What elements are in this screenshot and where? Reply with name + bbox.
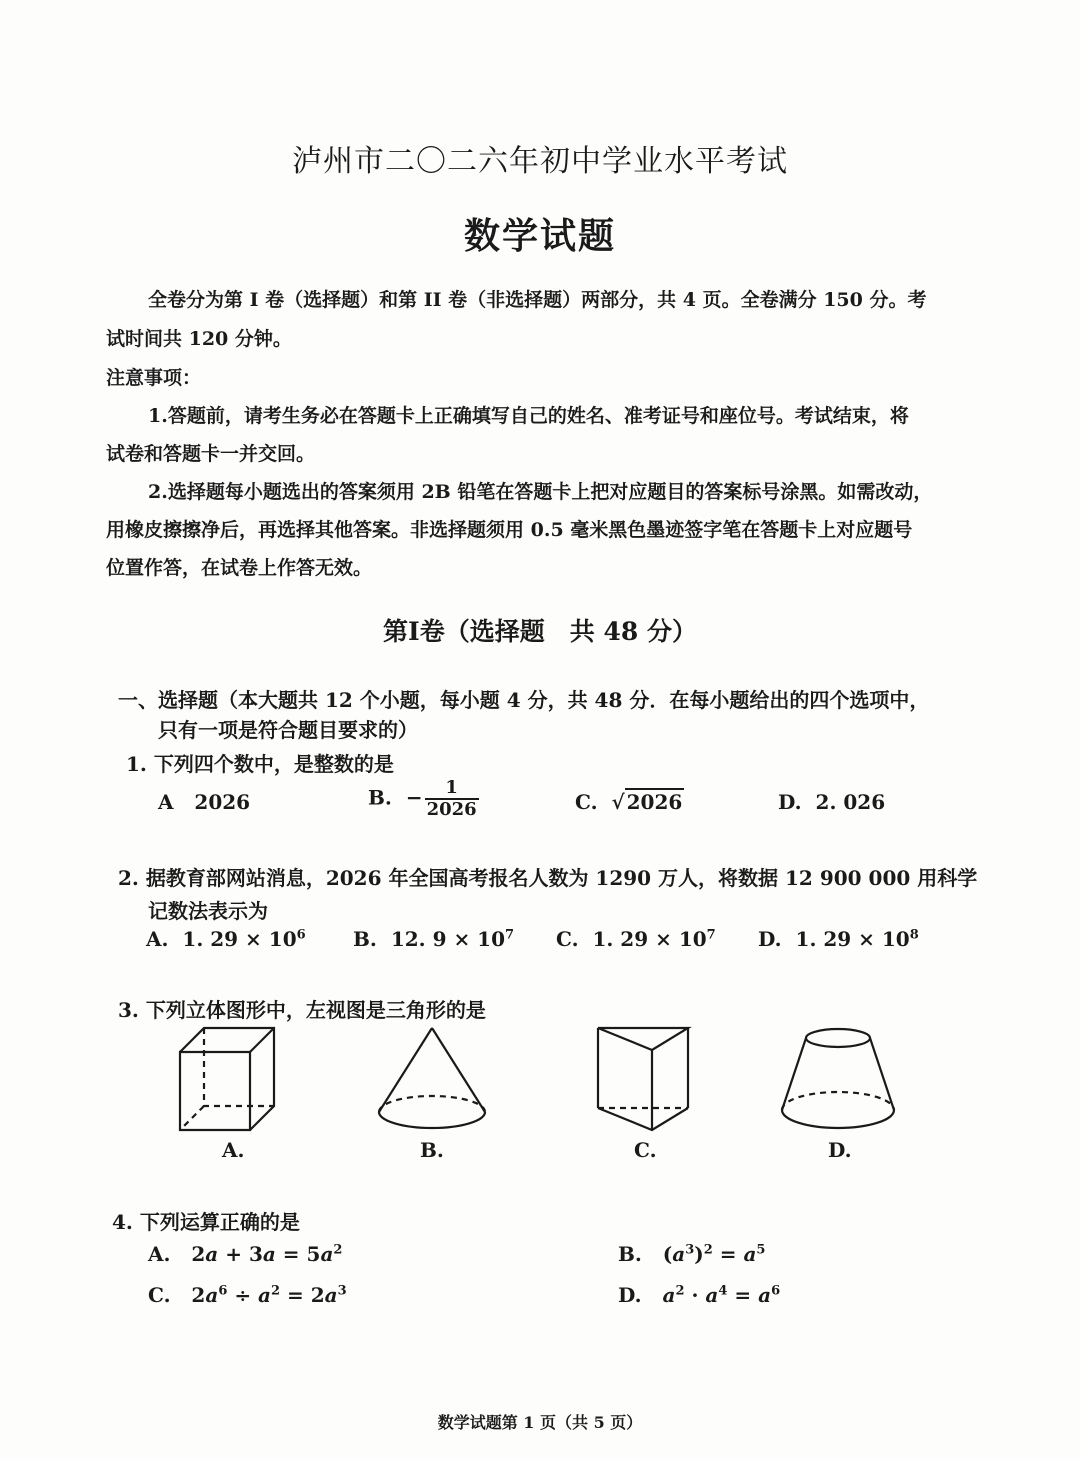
exponent: 7 [706,927,716,943]
frustum-right-edge [870,1038,894,1110]
exponent: 7 [505,927,515,943]
option-value: 2. 026 [815,790,886,814]
figure-label-a: A. [222,1138,245,1162]
frustum-base-back [782,1092,894,1110]
note-1-line-2: 试卷和答题卡一并交回。 [106,443,316,465]
option-label: B. [353,927,377,951]
exam-subject-title: 数学试题 [463,215,616,257]
cube-top-edge [250,1028,274,1052]
figure-label-d: D. [828,1138,852,1162]
question-2-option-d [758,927,919,951]
option-label: D. [778,790,802,814]
part-1-instructions-line-1: 一、选择题（本大题共 12 个小题，每小题 4 分，共 48 分．在每小题给出的四个选项中， [118,688,930,712]
option-label: D. [618,1283,642,1307]
cube-hidden-edge [180,1106,204,1130]
figure-label-c: C. [634,1138,657,1162]
expression: $2a + 3a = 5a^2$ [191,1242,343,1266]
cone-figure [374,1024,490,1136]
question-1-stem: 1. 下列四个数中，是整数的是 [126,752,394,776]
question-1-option-b [368,778,479,820]
minus-sign: − [405,785,423,810]
note-2-line-1: 2.选择题每小题选出的答案须用 2B 铅笔在答题卡上把对应题目的答案标号涂黑。如需改动， [148,481,933,503]
option-label: D. [758,927,782,951]
option-value: 1. 29 × 10 [592,927,707,951]
note-2-line-3: 位置作答，在试卷上作答无效。 [106,557,373,579]
question-2-stem-line-1: 2. 据教育部网站消息，2026 年全国高考报名人数为 1290 万人，将数据 12 900 000 用科学 [118,866,978,890]
question-2-option-a [146,927,306,951]
question-2-option-b [353,927,514,951]
question-2-stem-line-2: 记数法表示为 [148,899,268,923]
option-label: A. [146,927,169,951]
option-label: A. [148,1242,171,1266]
prism-bottom-edges [598,1108,688,1130]
option-value: 12. 9 × 10 [390,927,506,951]
question-2-option-c [556,927,716,951]
question-1-option-d [778,790,885,814]
prism-top-face [598,1028,688,1050]
cube-front-face [180,1052,250,1130]
cube-figure [176,1024,280,1134]
note-1-line-1: 1.答题前，请考生务必在答题卡上正确填写自己的姓名、准考证号和座位号。考试结束，将 [148,405,909,427]
part-1-instructions-line-2: 只有一项是符合题目要求的） [158,718,418,742]
fraction [425,778,479,820]
question-4-option-a [148,1242,342,1266]
question-4-stem: 4. 下列运算正确的是 [112,1210,300,1234]
exponent: 8 [909,927,919,943]
cone-left-edge [379,1028,432,1112]
intro-line-2: 试时间共 120 分钟。 [106,328,292,350]
triangular-prism-figure [594,1024,692,1136]
question-3-stem: 3. 下列立体图形中，左视图是三角形的是 [118,998,486,1022]
option-label: A [158,790,174,814]
frustum-top-face [806,1029,870,1047]
note-2-line-2: 用橡皮擦擦净后，再选择其他答案。非选择题须用 0.5 毫米黑色墨迹签字笔在答题卡上对应题号 [106,519,913,541]
option-value: 1. 29 × 10 [795,927,910,951]
radicand: 2026 [626,790,683,814]
cone-right-edge [432,1028,485,1112]
option-label: C. [575,790,598,814]
frustum-left-edge [782,1038,806,1110]
question-1-option-a [158,790,250,814]
numerator: 1 [425,778,479,800]
denominator: 2026 [426,799,477,820]
exam-title: 泸州市二〇二六年初中学业水平考试 [292,144,788,179]
expression: $a^2 \cdot a^4 = a^6$ [662,1283,781,1307]
expression: $(a^3)^2 = a^5$ [662,1242,766,1266]
option-label: B. [618,1242,642,1266]
question-4-option-b [618,1242,765,1266]
question-4-option-c [148,1283,347,1307]
cone-base-back [379,1096,485,1112]
frustum-figure [776,1024,900,1136]
frustum-base-front [782,1110,894,1128]
option-label: C. [556,927,579,951]
cone-base-front [379,1112,485,1128]
option-value: 1. 29 × 10 [182,927,297,951]
notes-heading: 注意事项： [106,367,202,389]
option-label: B. [368,785,392,810]
exponent: 6 [296,927,306,943]
page-footer: 数学试题第 1 页（共 5 页） [437,1413,643,1432]
figure-label-b: B. [420,1138,444,1162]
question-4-option-d [618,1283,780,1307]
sqrt-icon: √ [611,790,625,814]
question-1-option-c [575,790,684,814]
option-value: 2026 [194,790,251,814]
expression: $2a^6 \div a^2 = 2a^3$ [191,1283,347,1307]
intro-line-1: 全卷分为第 I 卷（选择题）和第 II 卷（非选择题）两部分，共 4 页。全卷满分 150 分。考 [148,289,927,311]
section-1-heading: 第Ⅰ卷（选择题 共 48 分） [383,617,697,646]
option-label: C. [148,1283,171,1307]
